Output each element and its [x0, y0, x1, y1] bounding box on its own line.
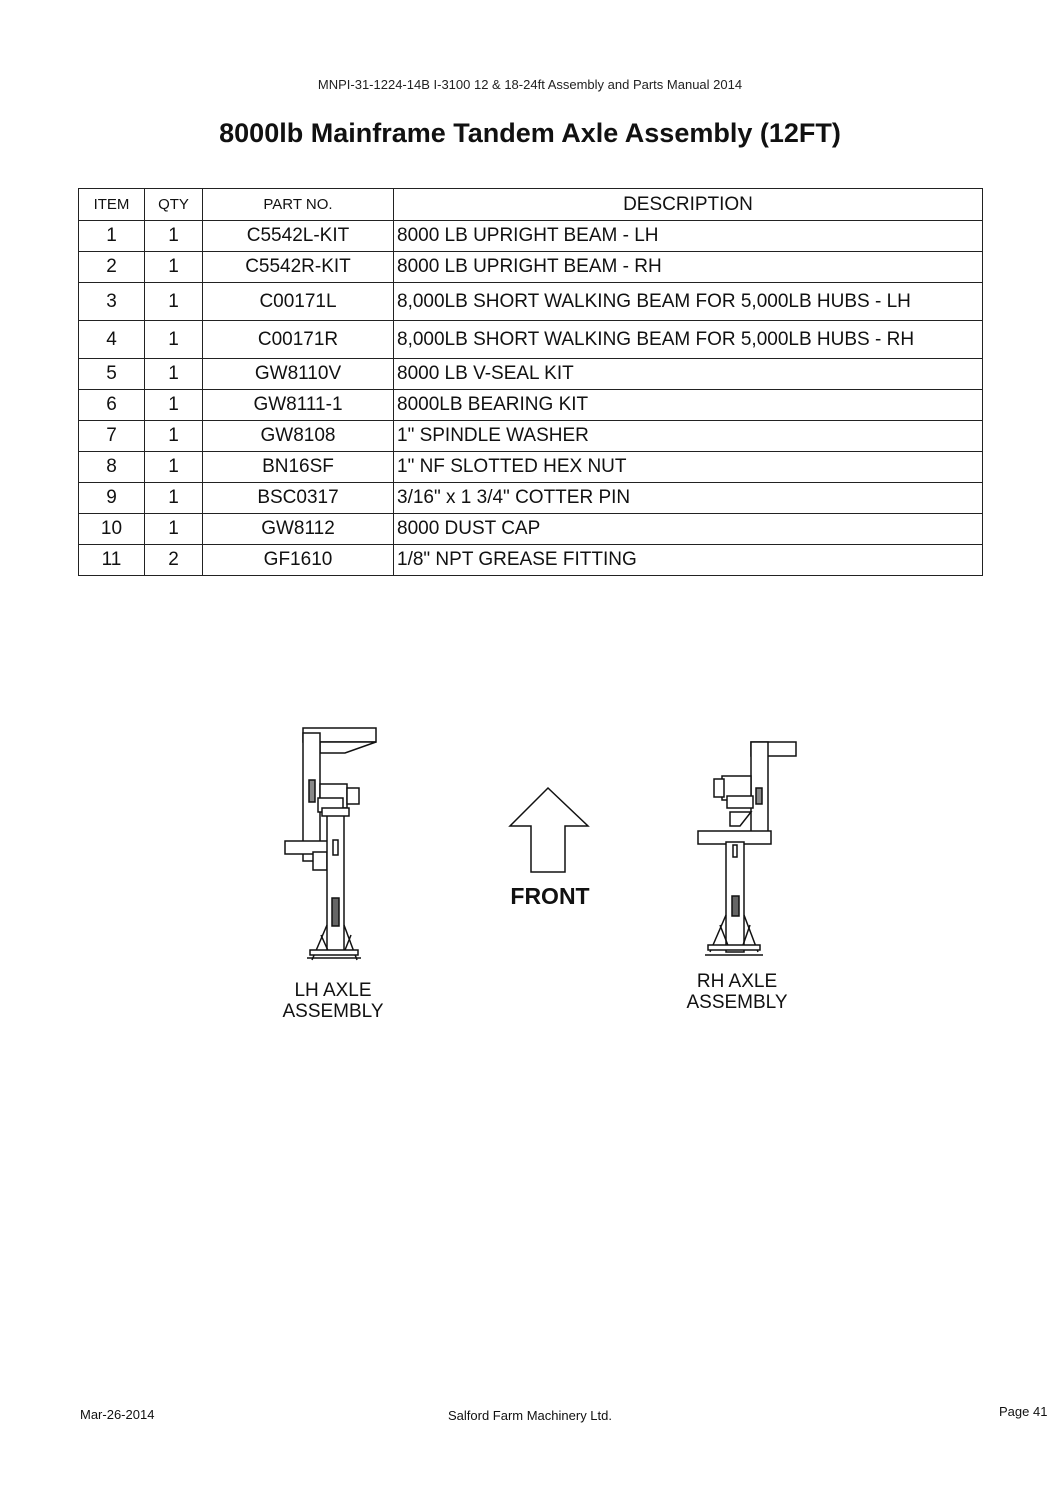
rh-axle-caption	[667, 971, 807, 1013]
description-cell: 8000 DUST CAP	[394, 514, 983, 545]
item-cell: 5	[79, 359, 145, 390]
lh-axle-assembly-illustration	[285, 728, 376, 960]
lh-axle-caption	[263, 980, 403, 1022]
rh-caption-line-1: RH AXLE	[696, 971, 778, 992]
rh-axle-assembly-illustration	[698, 742, 796, 955]
part-no-cell: C5542L-KIT	[203, 221, 394, 252]
qty-cell: 1	[145, 283, 203, 321]
item-cell: 9	[79, 483, 145, 514]
footer-company: Salford Farm Machinery Ltd.	[447, 1408, 612, 1423]
table-row	[79, 283, 983, 321]
part-no-cell: C00171R	[203, 321, 394, 359]
table-row	[79, 545, 983, 576]
page-number: Page 41	[999, 1404, 1048, 1419]
description-cell: 8000LB BEARING KIT	[394, 390, 983, 421]
item-cell: 8	[79, 452, 145, 483]
description-cell: 8,000LB SHORT WALKING BEAM FOR 5,000LB HUBS - RH	[394, 321, 983, 359]
description-cell: 1" NF SLOTTED HEX NUT	[394, 452, 983, 483]
part-no-cell: C00171L	[203, 283, 394, 321]
page-title: 8000lb Mainframe Tandem Axle Assembly (12FT)	[219, 118, 841, 148]
part-no-cell: GF1610	[203, 545, 394, 576]
table-row	[79, 452, 983, 483]
footer-date: Mar-26-2014	[80, 1407, 155, 1422]
description-cell: 8,000LB SHORT WALKING BEAM FOR 5,000LB HUBS - LH	[394, 283, 983, 321]
column-header-qty: QTY	[145, 189, 203, 221]
part-no-cell: GW8111-1	[203, 390, 394, 421]
column-header-item: ITEM	[79, 189, 145, 221]
qty-cell: 1	[145, 359, 203, 390]
item-cell: 6	[79, 390, 145, 421]
column-header-description: DESCRIPTION	[394, 189, 983, 221]
table-row	[79, 483, 983, 514]
table-row	[79, 221, 983, 252]
column-header-part-no: PART NO.	[203, 189, 394, 221]
description-cell: 3/16" x 1 3/4" COTTER PIN	[394, 483, 983, 514]
table-header-row	[79, 189, 983, 221]
qty-cell: 1	[145, 252, 203, 283]
table-row	[79, 514, 983, 545]
table-row	[79, 390, 983, 421]
axle-assembly-drawing	[0, 700, 1060, 1040]
item-cell: 1	[79, 221, 145, 252]
table-row	[79, 421, 983, 452]
front-arrow-icon	[510, 788, 588, 872]
part-no-cell: C5542R-KIT	[203, 252, 394, 283]
table-row	[79, 321, 983, 359]
part-no-cell: GW8110V	[203, 359, 394, 390]
item-cell: 4	[79, 321, 145, 359]
qty-cell: 1	[145, 321, 203, 359]
item-cell: 2	[79, 252, 145, 283]
front-label: FRONT	[510, 883, 590, 909]
qty-cell: 1	[145, 483, 203, 514]
parts-table	[78, 188, 983, 576]
item-cell: 10	[79, 514, 145, 545]
part-no-cell: BSC0317	[203, 483, 394, 514]
item-cell: 3	[79, 283, 145, 321]
qty-cell: 1	[145, 390, 203, 421]
table-row	[79, 359, 983, 390]
description-cell: 8000 LB UPRIGHT BEAM - LH	[394, 221, 983, 252]
part-no-cell: GW8108	[203, 421, 394, 452]
rh-caption-line-2: ASSEMBLY	[686, 992, 788, 1013]
table-row	[79, 252, 983, 283]
qty-cell: 2	[145, 545, 203, 576]
description-cell: 1" SPINDLE WASHER	[394, 421, 983, 452]
description-cell: 8000 LB V-SEAL KIT	[394, 359, 983, 390]
part-no-cell: BN16SF	[203, 452, 394, 483]
qty-cell: 1	[145, 221, 203, 252]
description-cell: 1/8" NPT GREASE FITTING	[394, 545, 983, 576]
document-header: MNPI-31-1224-14B I-3100 12 & 18-24ft Assembly and Parts Manual 2014	[317, 77, 743, 92]
item-cell: 11	[79, 545, 145, 576]
part-no-cell: GW8112	[203, 514, 394, 545]
qty-cell: 1	[145, 514, 203, 545]
description-cell: 8000 LB UPRIGHT BEAM - RH	[394, 252, 983, 283]
lh-caption-line-1: LH AXLE	[294, 980, 372, 1001]
item-cell: 7	[79, 421, 145, 452]
lh-caption-line-2: ASSEMBLY	[282, 1001, 384, 1022]
qty-cell: 1	[145, 421, 203, 452]
qty-cell: 1	[145, 452, 203, 483]
